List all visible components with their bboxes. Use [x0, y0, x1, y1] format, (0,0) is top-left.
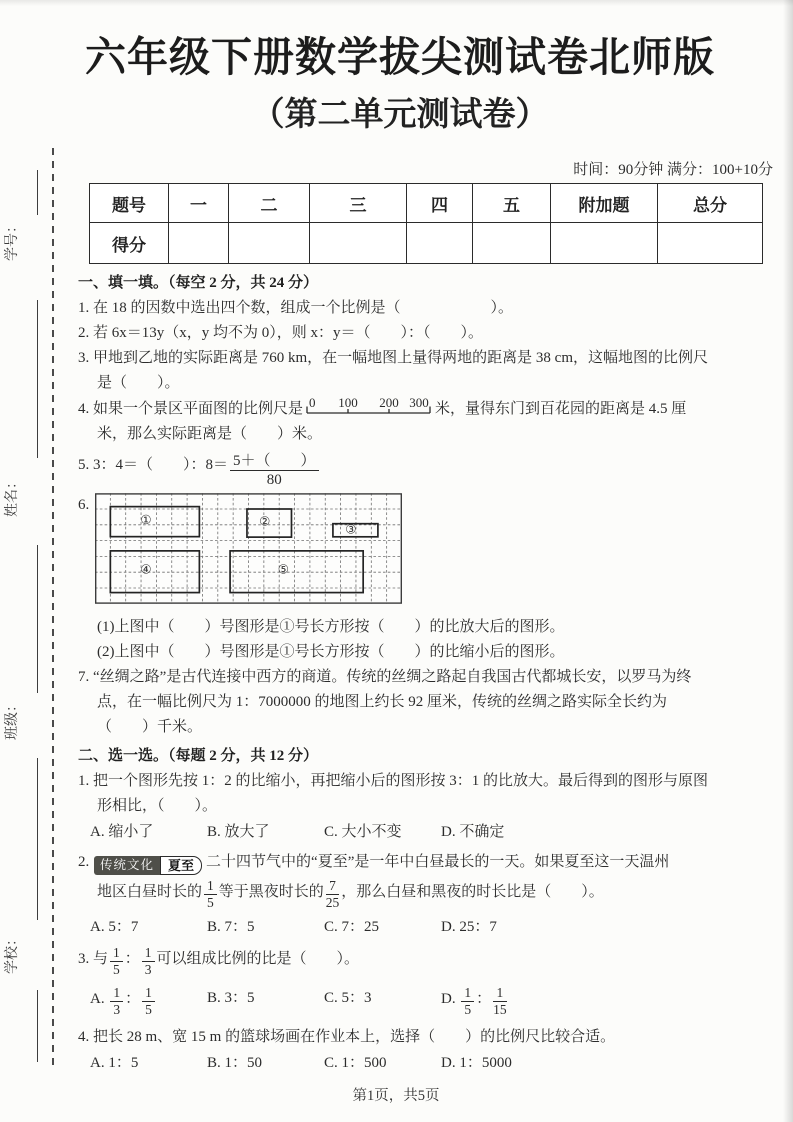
question-text: 二十四节气中的“夏至”是一年中白昼最长的一天。如果夏至这一天温州 — [206, 853, 670, 870]
fraction: $\frac{1}{15}$ — [493, 984, 507, 1018]
question-5-fraction: $\frac{5+( )}{80}$ — [230, 453, 319, 489]
svg-text:②: ② — [259, 514, 271, 529]
question-6-sub1: (1)上图中（ ）号图形是①号长方形按（ ）的比放大后的图形。 — [97, 618, 565, 635]
fraction: $\frac{1}{5}$ — [461, 986, 474, 1018]
option-a: A. 缩小了 — [90, 823, 154, 840]
option-b: B. 7：5 — [207, 918, 255, 935]
score-table-header-cell: 三 — [310, 184, 407, 223]
question-3: 3. 甲地到乙地的实际距离是 760 km，在一幅地图上量得两地的距离是 38 cm，这幅地图的比例尺是（ ）。 — [78, 350, 708, 391]
option-b: B. 3：5 — [207, 989, 255, 1006]
option-c: C. 1：500 — [324, 1055, 387, 1072]
question-number: 2. — [78, 853, 90, 870]
score-table-header-cell: 题号 — [90, 184, 169, 223]
page-subtitle: （第二单元测试卷） — [251, 97, 549, 133]
score-table-header-cell: 一 — [169, 184, 229, 223]
name-blank-line — [37, 300, 38, 458]
question-text: 3. 与 — [78, 950, 109, 967]
score-table-header-cell: 总分 — [658, 184, 762, 223]
option-c: C. 5：3 — [324, 989, 372, 1006]
ratio-colon: ： — [124, 950, 140, 967]
map-scale-bar — [305, 396, 433, 417]
section2-question-1: 1. 把一个图形先按 1：2 的比缩小，再把缩小后的图形按 3：1 的比放大。最后得到的图形与原图形相比，（ ）。 — [78, 772, 709, 814]
option-b: B. 1：50 — [207, 1055, 263, 1072]
question-7: 7. “丝绸之路”是古代连接中西方的商道。传统的丝绸之路起自我国古代都城长安，以罗马为终点，在一幅比例尺为 1：7000000 的地图上约长 92 厘米，传统的丝绸之路实际全长约为（ ）千米。 — [78, 668, 692, 735]
question-1: 1. 在 18 的因数中选出四个数，组成一个比例是（ ）。 — [78, 300, 514, 316]
option-b: B. 放大了 — [207, 823, 270, 840]
question-6-sub2: (2)上图中（ ）号图形是①号长方形按（ ）的比缩小后的图形。 — [97, 643, 565, 660]
time-and-score-info: 时间：90分钟 满分：100+10分 — [573, 162, 773, 178]
ratio-colon: ： — [125, 990, 141, 1007]
question-4 — [78, 396, 714, 447]
margin-label-school: 学校： — [5, 932, 20, 974]
fraction: $\frac{1}{3}$ — [142, 946, 155, 978]
scan-edge-top — [0, 0, 793, 6]
question-text: ，那么白昼和黑夜的时长比是（ ）。 — [341, 883, 604, 900]
question-text: 地区白昼时长的 — [97, 883, 203, 900]
section2-question-4: 4. 把长 28 m、宽 15 m 的篮球场画在作业本上，选择（ ）的比例尺比较合适。 — [78, 1029, 616, 1046]
class-blank-line — [37, 545, 38, 693]
question-2: 2. 若 6x＝13y（x，y 均不为 0），则 x：y＝（ ）：（ ）。 — [78, 325, 484, 341]
score-empty-cell — [407, 223, 473, 263]
section2-question-3-options — [78, 986, 714, 1018]
scan-edge-shadow — [783, 0, 793, 1122]
fraction-seven-twentyfifths: $\frac{7}{25}$ — [325, 877, 340, 910]
score-empty-cell — [169, 223, 229, 263]
question-5-text: 5. 3：4＝（ ）：8＝ — [78, 457, 229, 473]
svg-text:0: 0 — [309, 396, 316, 410]
fraction: $\frac{1}{3}$ — [110, 986, 123, 1018]
score-table-header-cell: 附加题 — [551, 184, 658, 223]
section2-question-2-line2 — [78, 879, 714, 911]
svg-text:200: 200 — [379, 396, 399, 410]
fraction-one-fifth: $\frac{1}{5}$ — [204, 879, 217, 911]
school-blank-line — [37, 758, 38, 920]
section2-question-2-options — [78, 915, 714, 940]
svg-text:300: 300 — [409, 396, 429, 410]
fraction: $\frac{1}{5}$ — [142, 986, 155, 1018]
tradition-culture-badge — [94, 856, 202, 875]
question-6-figure — [78, 493, 714, 613]
margin-label-name: 姓名： — [5, 475, 20, 517]
svg-text:④: ④ — [140, 562, 152, 577]
svg-text:①: ① — [140, 512, 152, 527]
fraction: $\frac{1}{5}$ — [110, 946, 123, 978]
score-empty-cell — [658, 223, 762, 263]
page-title: 六年级下册数学拔尖测试卷北师版 — [85, 34, 715, 80]
option-label: D. — [441, 990, 456, 1007]
option-c: C. 大小不变 — [324, 823, 402, 840]
option-a: A. 5：7 — [90, 918, 139, 935]
section2-heading: 二、选一选。（每题 2 分，共 12 分） — [78, 747, 319, 764]
score-label-cell: 得分 — [90, 223, 169, 263]
score-empty-cell — [551, 223, 658, 263]
section2-question-3 — [78, 946, 714, 978]
page-number-footer: 第1页，共5页 — [352, 1088, 440, 1104]
section2-question-1-options — [78, 820, 714, 845]
section2-question-2-line1 — [78, 850, 714, 875]
ratio-colon: ： — [476, 990, 492, 1007]
option-a: A. 1：5 — [90, 1055, 139, 1072]
option-d: D. 25：7 — [441, 918, 497, 935]
score-empty-cell — [229, 223, 310, 263]
svg-text:③: ③ — [345, 522, 357, 537]
student-id-blank-line — [37, 170, 38, 215]
question-text: 可以组成比例的比是（ ）。 — [156, 950, 360, 967]
badge-tag: 夏至 — [160, 856, 202, 875]
score-table-header-cell: 二 — [229, 184, 310, 223]
question-4-text-post: 米，量得东门到百花园的距离是 4.5 厘米，那么实际距离是（ ）米。 — [97, 401, 687, 442]
exam-body — [78, 271, 714, 1078]
question-5 — [78, 453, 714, 489]
option-d — [441, 986, 509, 1018]
option-d: D. 1：5000 — [441, 1055, 512, 1072]
figure-grid-svg — [95, 493, 402, 604]
question-text: 等于黑夜时长的 — [218, 883, 324, 900]
badge-label: 传统文化 — [94, 856, 160, 875]
score-table — [89, 183, 763, 264]
question-6-number: 6. — [78, 496, 90, 513]
question-4-text-pre: 4. 如果一个景区平面图的比例尺是 — [78, 401, 304, 417]
section1-heading: 一、填一填。（每空 2 分，共 24 分） — [78, 275, 319, 291]
score-table-header-cell: 五 — [473, 184, 551, 223]
svg-text:⑤: ⑤ — [277, 562, 289, 577]
svg-text:100: 100 — [338, 396, 358, 410]
section2-question-4-options — [78, 1051, 714, 1076]
option-c: C. 7：25 — [324, 918, 380, 935]
margin-label-student-id: 学号： — [5, 219, 20, 261]
option-a — [90, 986, 207, 1018]
score-table-header-cell: 四 — [407, 184, 473, 223]
score-empty-cell — [473, 223, 551, 263]
margin-label-class: 班级： — [5, 698, 20, 740]
option-d: D. 不确定 — [441, 823, 505, 840]
binding-dashed-line — [52, 148, 54, 1070]
option-label: A. — [90, 990, 105, 1007]
extra-blank-line — [37, 990, 38, 1062]
score-empty-cell — [310, 223, 407, 263]
